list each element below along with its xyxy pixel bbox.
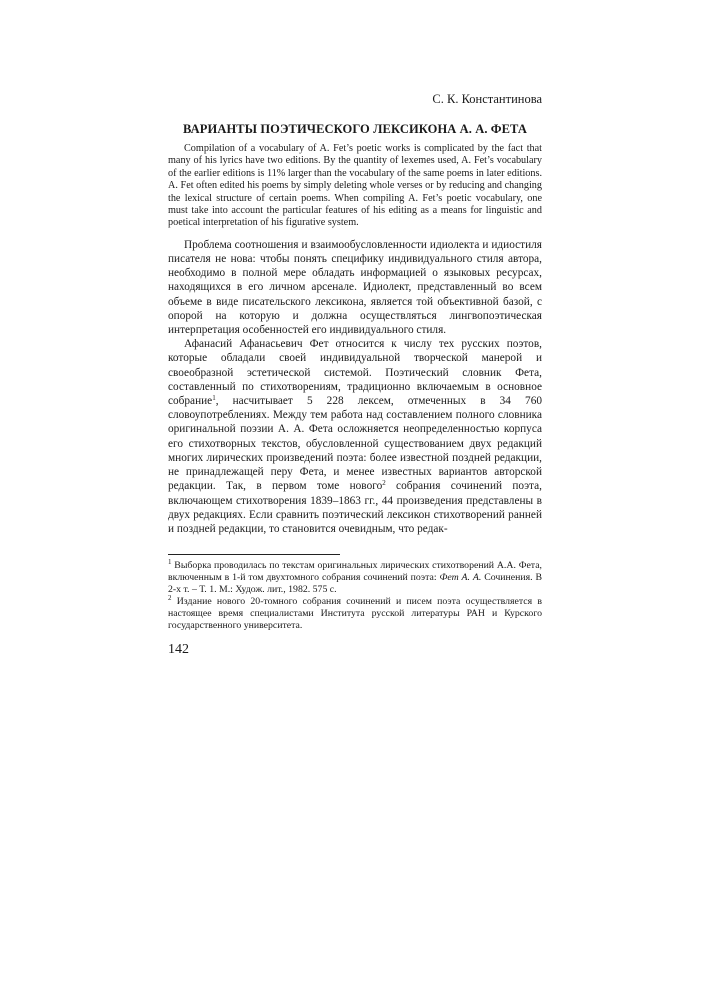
footnote-1-author: Фет А. А.	[439, 572, 482, 584]
footnote-1-mark: 1	[168, 558, 172, 567]
paragraph-2-text-b: , насчитывает 5 228 лексем, отмеченных в 34 760 словоупотреблениях. Между тем работа над составлением полного словника оригинальной поэзии А. А. Фета осложняется неопределенностью корпуса его стихотворных текстов, обусловленной существованием двух редакций многих лирических произведений поэта: более известной поздней редакции, не принадлежащей перу Фета, и менее известных вариантов авторской редакции. Так, в первом томе нового	[168, 395, 542, 493]
footnote-ref-2: 2	[382, 479, 386, 488]
page-number: 142	[168, 642, 189, 658]
abstract: Compilation of a vocabulary of A. Fet’s poetic works is complicated by the fact that many of his lyrics have two editions. By the quantity of lexemes used, A. Fet’s vocabulary of the earlier editions is 11% larger than the vocabulary of the same poems in later editions. A. Fet often edited his poems by simply deleting whole verses or by reducing and changing the lexical structure of certain poems. When compiling A. Fet’s poetic vocabulary, one must take into account the particular features of his editing as a means for linguistic and poetical interpretation of his figurative system.	[168, 143, 542, 229]
footnote-separator	[168, 554, 340, 555]
running-header-author: С. К. Константинова	[432, 92, 542, 106]
paragraph-2-text-c: собрания сочинений поэта, включающем стихотворения 1839–1863 гг., 44 произведения представлены в двух редакциях. Если сравнить поэтический лексикон стихотворений ранней и поздней редакции, то становится очевидным, что редак-	[168, 480, 542, 535]
paragraph-2-text-a: Афанасий Афанасьевич Фет относится к числу тех русских поэтов, которые обладали своей индивидуальной творческой манерой и своеобразной эстетической системой. Поэтический словник Фета, составленный по стихотворениям, традиционно включаемым в основное собрание	[168, 338, 542, 408]
footnote-ref-1: 1	[212, 394, 216, 403]
footnote-1	[168, 560, 542, 596]
footnote-2-mark: 2	[168, 594, 172, 603]
footnote-2-text: Издание нового 20-томного собрания сочинений и писем поэта осуществляется в настоящее время специалистами Института русской литературы РАН и Курского государственного университета.	[168, 596, 542, 632]
paragraph-2	[168, 337, 542, 536]
footnote-1-text-b: Сочинения. В 2-х т. – Т. 1. М.: Худож. лит., 1982. 575 с.	[168, 572, 542, 596]
footnote-2	[168, 596, 542, 632]
paragraph-1: Проблема соотношения и взаимообусловленности идиолекта и идиостиля писателя не нова: чтобы понять специфику индивидуального стиля автора, необходимо в полной мере обладать информацией о языковых ресурсах, находящихся в его личном арсенале. Идиолект, представленный во всем объеме в виде писательского лексикона, является той объективной базой, с опорой на которую и должна осуществляться лингвопоэтическая интерпретация особенностей его индивидуального стиля.	[168, 238, 542, 337]
article-title: ВАРИАНТЫ ПОЭТИЧЕСКОГО ЛЕКСИКОНА А. А. ФЕТА	[183, 122, 527, 136]
footnote-1-text-a: Выборка проводилась по текстам оригинальных лирических стихотворений А.А. Фета, включенным в 1-й том двухтомного собрания сочинений поэта:	[168, 560, 542, 584]
page	[168, 92, 542, 658]
